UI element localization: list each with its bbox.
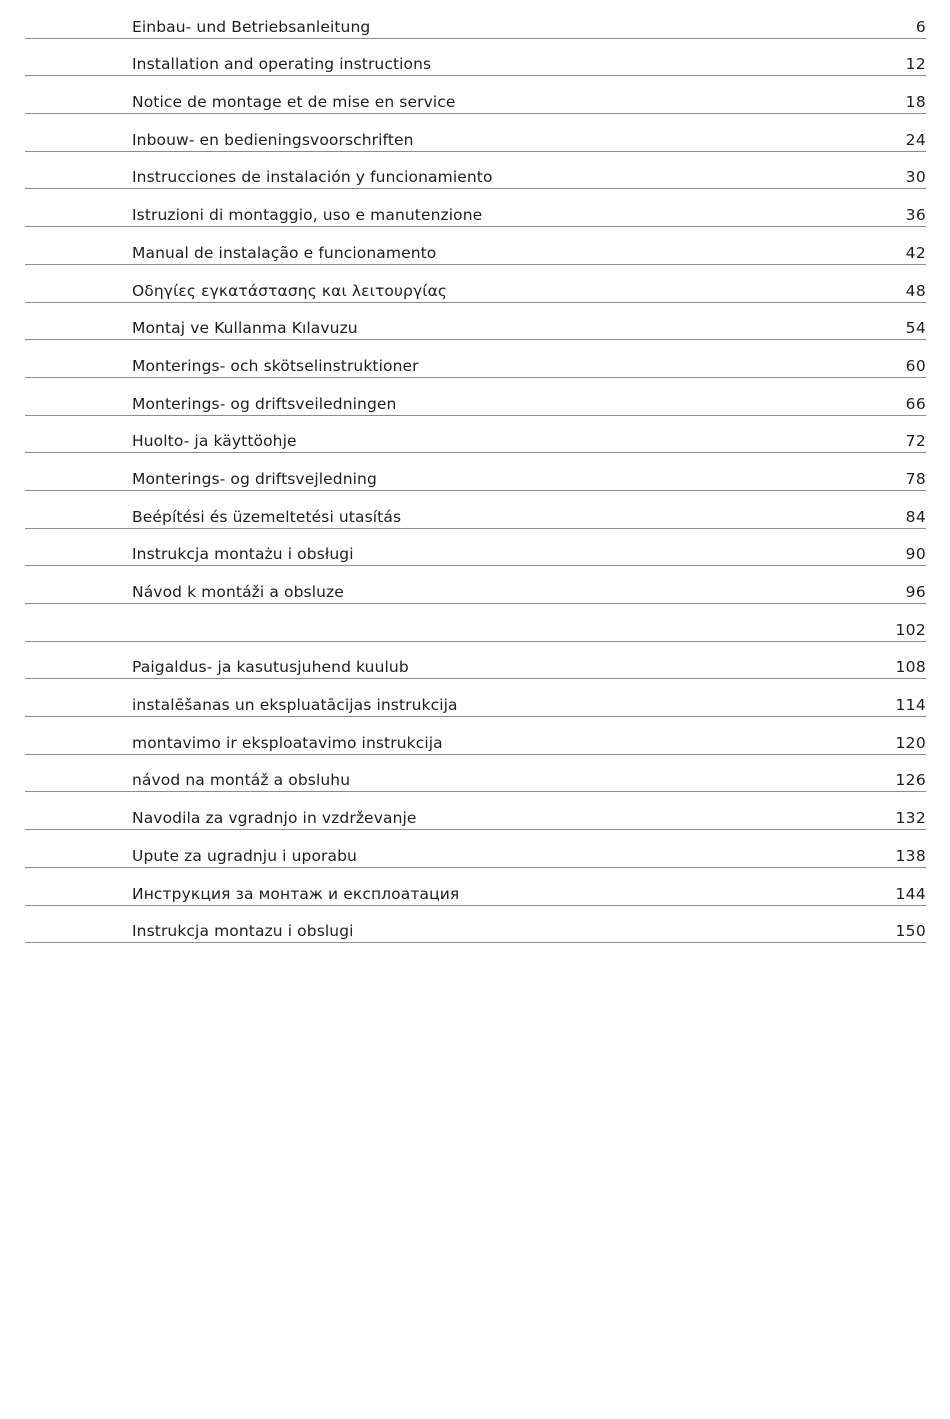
- toc-entry-page: 66: [905, 394, 926, 413]
- toc-entry-title: Notice de montage et de mise en service: [132, 93, 456, 112]
- toc-entry-title: Navodila za vgradnjo in vzdrževanje: [132, 809, 417, 828]
- toc-entry[interactable]: [25, 566, 926, 604]
- toc-entry-page: 54: [905, 319, 926, 338]
- toc-entry-page: 78: [905, 469, 926, 488]
- toc-entry-title: Οδηγίες εγκατάστασης και λειτουργίας: [132, 281, 448, 300]
- toc-entry[interactable]: [25, 830, 926, 868]
- toc-entry-page: 120: [895, 733, 926, 752]
- table-of-contents: [25, 1, 926, 943]
- toc-entry-page: 132: [895, 809, 926, 828]
- toc-entry[interactable]: [25, 868, 926, 906]
- toc-entry-page: 24: [905, 130, 926, 149]
- toc-entry[interactable]: [25, 303, 926, 341]
- toc-entry-page: 30: [905, 168, 926, 187]
- toc-entry[interactable]: [25, 604, 926, 642]
- toc-entry-title: Návod k montáži a obsluze: [132, 583, 344, 601]
- toc-entry[interactable]: [25, 340, 926, 378]
- toc-entry-page: 6: [915, 17, 926, 36]
- toc-entry-title: Instrukcja montazu i obslugi: [132, 922, 354, 941]
- toc-entry-page: 144: [895, 884, 926, 903]
- toc-entry-title: Monterings- og driftsvejledning: [132, 469, 377, 488]
- toc-entry[interactable]: [25, 1, 926, 39]
- toc-entry-page: 138: [895, 846, 926, 865]
- toc-entry-page: 42: [905, 243, 926, 262]
- toc-entry[interactable]: [25, 152, 926, 190]
- toc-entry-title: montavimo ir eksploatavimo instrukcija: [132, 733, 443, 752]
- toc-entry-page: 72: [905, 432, 926, 451]
- toc-entry-title: Installation and operating instructions: [132, 55, 432, 74]
- toc-entry-title: Monterings- og driftsveiledningen: [132, 394, 397, 413]
- toc-entry-page: 60: [905, 356, 926, 375]
- toc-entry-title: Montaj ve Kullanma Kılavuzu: [132, 319, 358, 338]
- toc-entry-page: 90: [905, 545, 926, 564]
- toc-entry[interactable]: [25, 529, 926, 567]
- toc-entry-title: Einbau- und Betriebsanleitung: [132, 17, 371, 36]
- toc-entry-title: instalēšanas un ekspluatācijas instrukcija: [132, 696, 458, 715]
- toc-entry[interactable]: [25, 378, 926, 416]
- toc-entry-title: Upute za ugradnju i uporabu: [132, 846, 357, 865]
- toc-entry[interactable]: [25, 416, 926, 454]
- toc-entry-page: 84: [905, 507, 926, 526]
- toc-entry-page: 114: [895, 696, 926, 715]
- toc-entry-page: 108: [895, 658, 926, 677]
- toc-entry-page: 126: [895, 771, 926, 790]
- toc-entry-title: Beépítési és üzemeltetési utasítás: [132, 507, 402, 526]
- toc-entry[interactable]: [25, 755, 926, 793]
- toc-entry-page: 48: [905, 281, 926, 300]
- toc-entry-title: Istruzioni di montaggio, uso e manutenzione: [132, 206, 483, 225]
- toc-entry-page: 18: [905, 93, 926, 112]
- toc-entry[interactable]: [25, 227, 926, 265]
- toc-entry[interactable]: [25, 792, 926, 830]
- toc-entry[interactable]: [25, 39, 926, 77]
- toc-entry-title: Instrucciones de instalación y funcionamiento: [132, 168, 493, 187]
- toc-entry[interactable]: [25, 453, 926, 491]
- toc-entry-title: Инструкция за монтаж и експлоатация: [132, 884, 460, 903]
- toc-entry-page: 36: [905, 206, 926, 225]
- toc-entry-title: Instrukcja montażu i obsługi: [132, 545, 354, 564]
- toc-entry[interactable]: [25, 265, 926, 303]
- toc-entry[interactable]: [25, 114, 926, 152]
- toc-entry-title: Inbouw- en bedieningsvoorschriften: [132, 130, 414, 149]
- toc-entry[interactable]: [25, 491, 926, 529]
- toc-entry-page: 12: [905, 55, 926, 74]
- toc-entry-title: Paigaldus- ja kasutusjuhend kuulub: [132, 658, 409, 677]
- toc-entry-title: Manual de instalação e funcionamento: [132, 243, 437, 262]
- toc-entry-title: Monterings- och skötselinstruktioner: [132, 356, 419, 375]
- toc-entry[interactable]: [25, 189, 926, 227]
- toc-entry-page: 150: [895, 922, 926, 941]
- toc-entry-page: 102: [895, 620, 926, 639]
- toc-entry[interactable]: [25, 76, 926, 114]
- toc-entry[interactable]: [25, 642, 926, 680]
- toc-entry-page: 96: [905, 583, 926, 601]
- toc-entry[interactable]: [25, 717, 926, 755]
- toc-entry[interactable]: [25, 906, 926, 944]
- toc-entry-title: Huolto- ja käyttöohje: [132, 432, 297, 451]
- toc-entry[interactable]: [25, 679, 926, 717]
- toc-entry-title: návod na montáž a obsluhu: [132, 771, 351, 790]
